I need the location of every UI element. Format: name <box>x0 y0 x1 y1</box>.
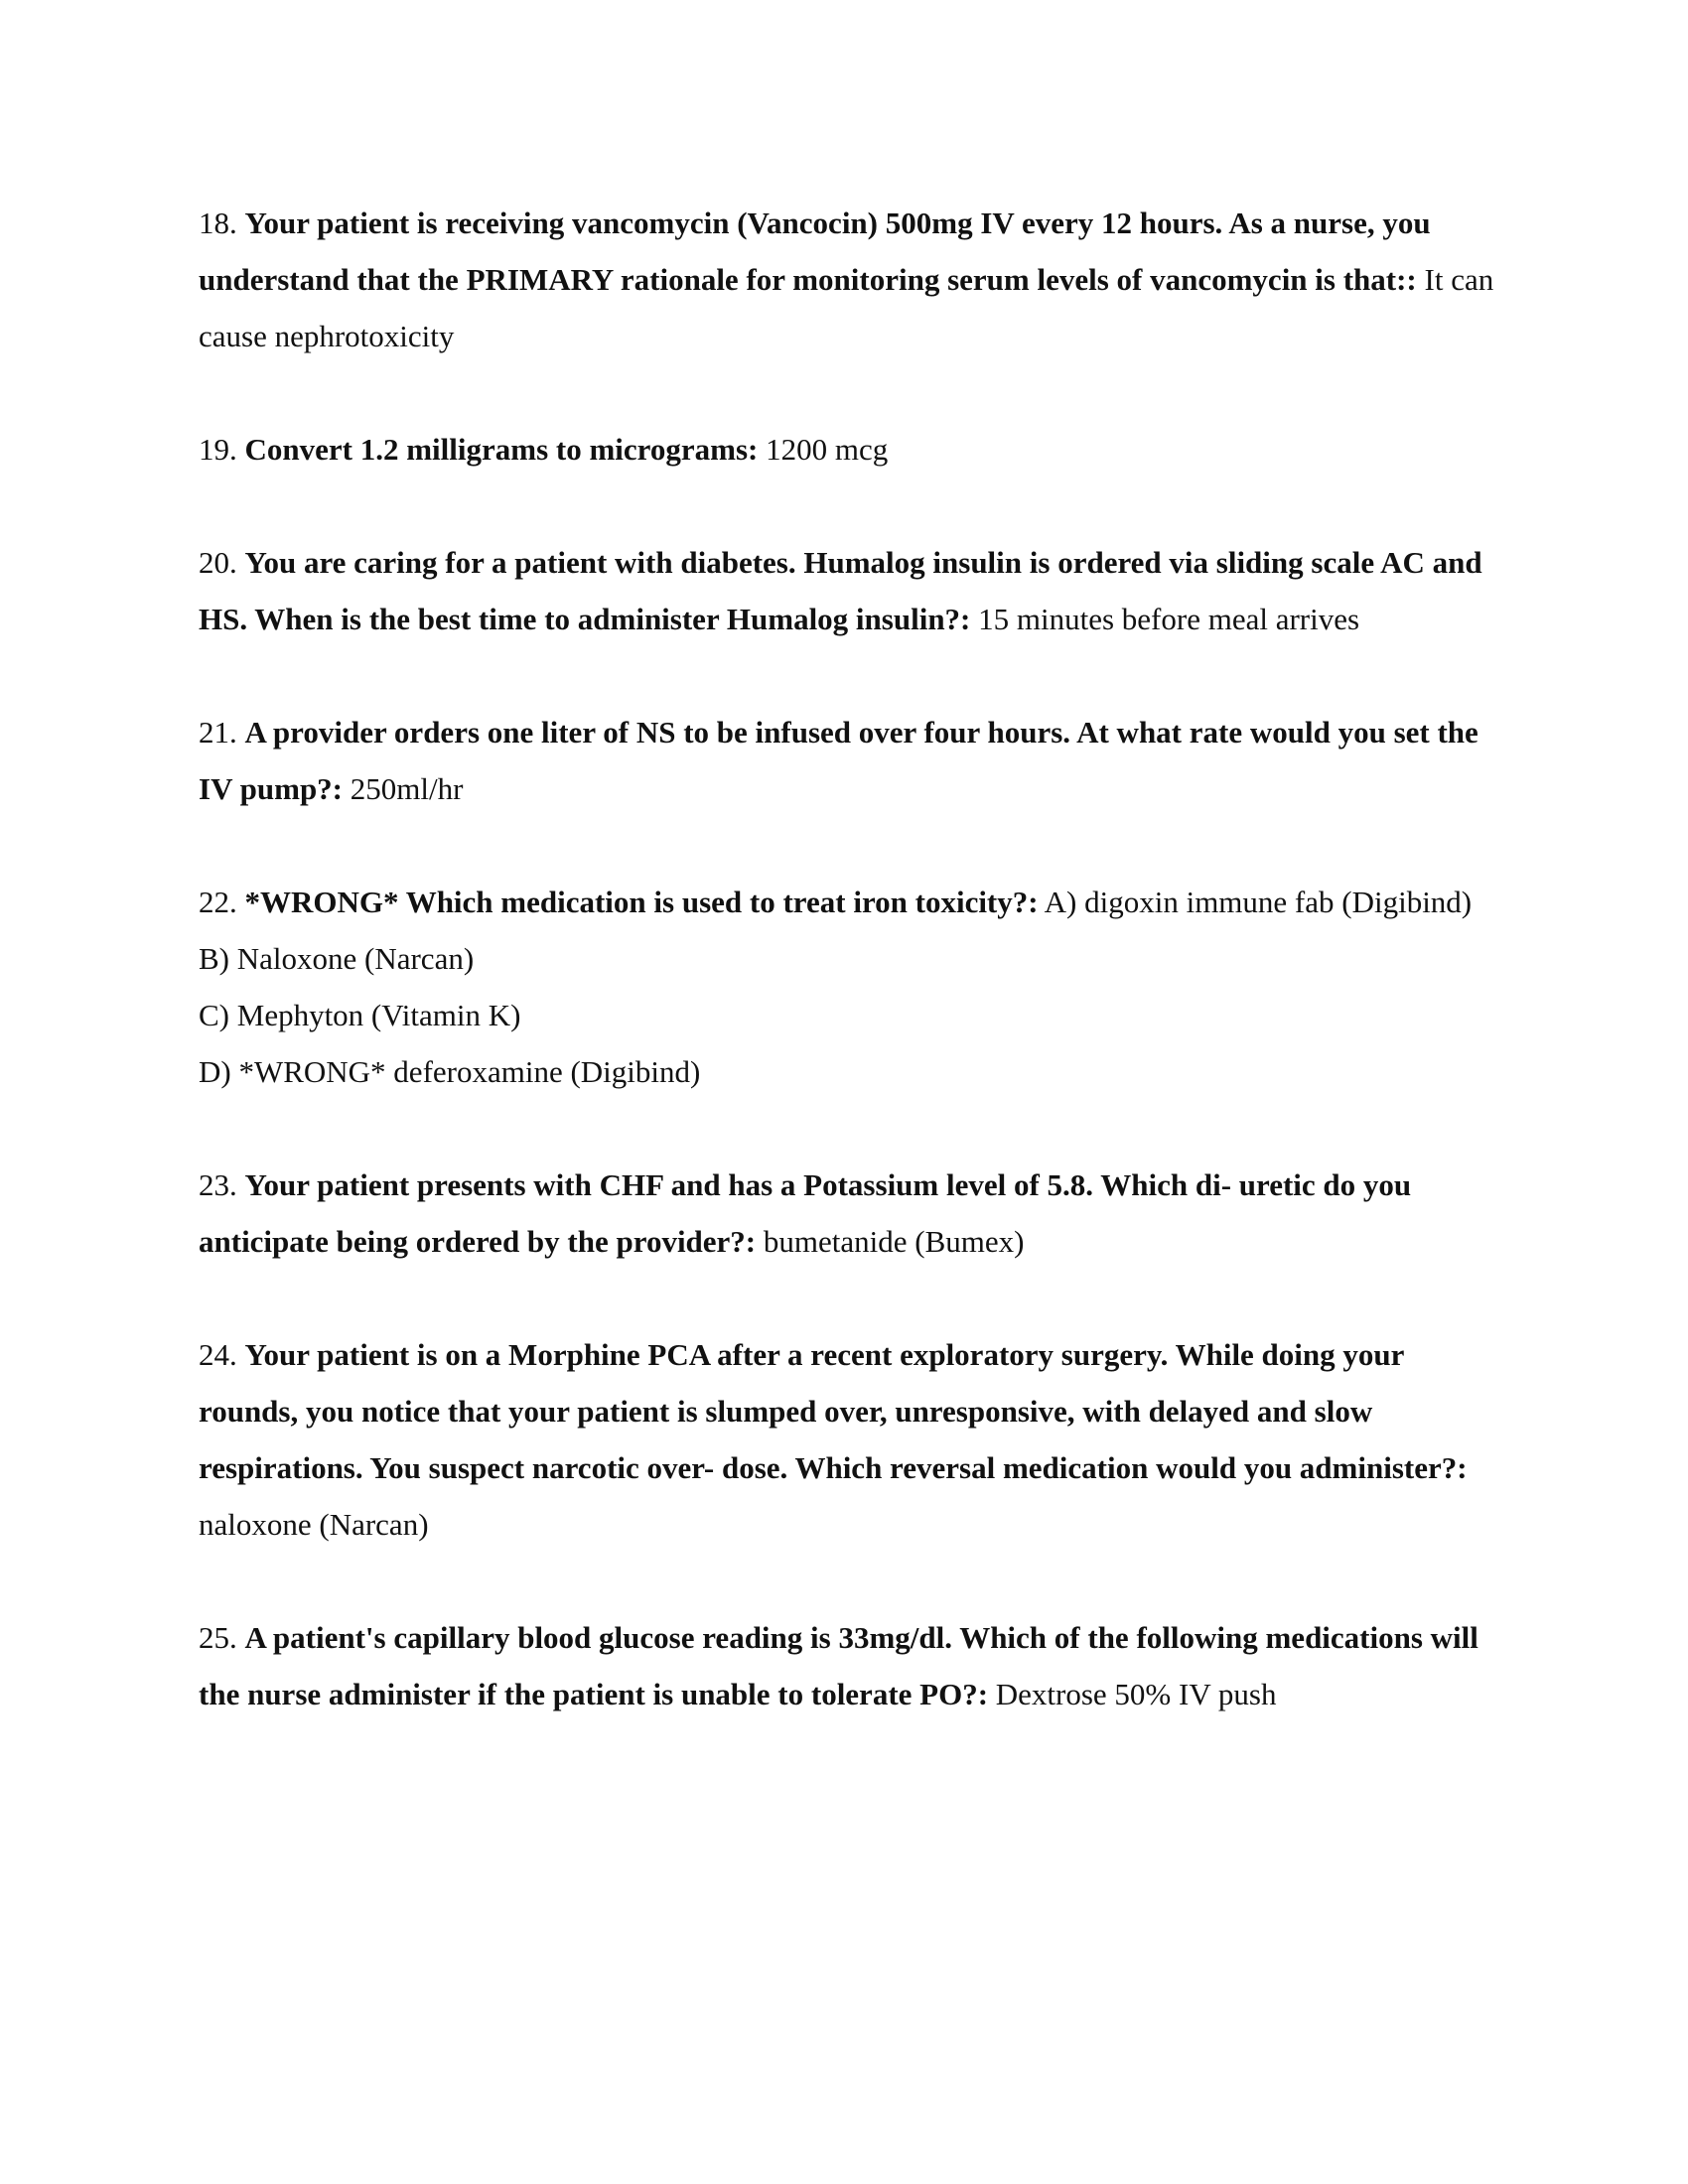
answer-option-d: D) *WRONG* deferoxamine (Digibind) <box>199 1054 701 1089</box>
question-text: Your patient is on a Morphine PCA after a recent exploratory surgery. While doing your rounds, you notice that your patient is slumped over, unresponsive, with delayed and slow respirations. You suspect narcotic over- dose. Which reversal medication would you administer?: <box>199 1337 1468 1485</box>
question-paragraph <box>199 874 1499 930</box>
question-item-23 <box>199 1157 1499 1270</box>
question-paragraph <box>199 195 1499 364</box>
question-number: 21. <box>199 715 237 750</box>
question-item-18 <box>199 195 1499 364</box>
question-number: 20. <box>199 545 237 580</box>
answer-text: Dextrose 50% IV push <box>995 1677 1277 1711</box>
answer-option-c: C) Mephyton (Vitamin K) <box>199 998 521 1032</box>
question-item-20 <box>199 534 1499 647</box>
question-number: 19. <box>199 432 237 467</box>
question-number: 24. <box>199 1337 237 1372</box>
question-item-22 <box>199 874 1499 1100</box>
question-item-24 <box>199 1326 1499 1553</box>
answer-text: 15 minutes before meal arrives <box>978 602 1360 636</box>
question-text: *WRONG* Which medication is used to treat iron toxicity?: <box>244 885 1039 919</box>
answer-option-b: B) Naloxone (Narcan) <box>199 941 475 976</box>
question-number: 25. <box>199 1620 237 1655</box>
question-text: Convert 1.2 milligrams to micrograms: <box>244 432 759 467</box>
answer-text: 250ml/hr <box>350 771 464 806</box>
question-paragraph <box>199 534 1499 647</box>
question-paragraph <box>199 1609 1499 1722</box>
question-paragraph <box>199 1326 1499 1553</box>
question-paragraph <box>199 421 1499 478</box>
question-text: Your patient presents with CHF and has a Potassium level of 5.8. Which di- uretic do you anticipate being ordered by the provider?: <box>199 1167 1412 1259</box>
question-item-21 <box>199 704 1499 817</box>
answer-text: naloxone (Narcan) <box>199 1507 429 1542</box>
question-item-25 <box>199 1609 1499 1722</box>
question-paragraph <box>199 704 1499 817</box>
question-list <box>199 195 1499 1779</box>
answer-text: bumetanide (Bumex) <box>763 1224 1025 1259</box>
question-text: A provider orders one liter of NS to be infused over four hours. At what rate would you set the IV pump?: <box>199 715 1478 806</box>
answer-text: 1200 mcg <box>766 432 889 467</box>
question-number: 22. <box>199 885 237 919</box>
question-number: 23. <box>199 1167 237 1202</box>
answer-text: It can cause nephrotoxicity <box>199 262 1494 353</box>
answer-text: A) digoxin immune fab (Digibind) <box>1044 885 1473 919</box>
question-item-19 <box>199 421 1499 478</box>
question-number: 18. <box>199 205 237 240</box>
question-paragraph <box>199 1157 1499 1270</box>
question-text: You are caring for a patient with diabetes. Humalog insulin is ordered via sliding scale AC and HS. When is the best time to administer Humalog insulin?: <box>199 545 1482 636</box>
question-text: A patient's capillary blood glucose reading is 33mg/dl. Which of the following medications will the nurse administer if the patient is unable to tolerate PO?: <box>199 1620 1478 1711</box>
question-text: Your patient is receiving vancomycin (Vancocin) 500mg IV every 12 hours. As a nurse, you understand that the PRIMARY rationale for monitoring serum levels of vancomycin is that:: <box>199 205 1431 297</box>
